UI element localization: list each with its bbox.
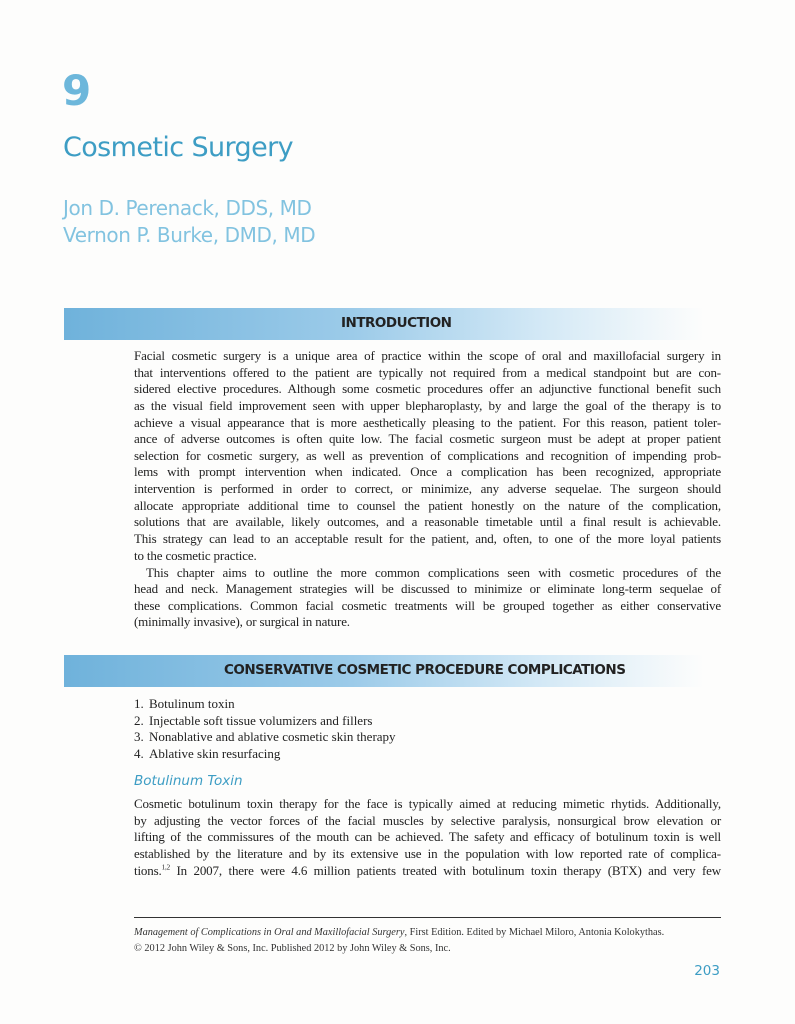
paragraph-line: lifting of the commissures of the mouth can be achieved. The safety and efficacy of botulinum toxin is well xyxy=(134,829,721,845)
subheading-botulinum-toxin: Botulinum Toxin xyxy=(134,773,243,789)
author: Jon D. Perenack, DDS, MD xyxy=(63,196,312,220)
author: Vernon P. Burke, DMD, MD xyxy=(63,223,316,247)
footer-divider xyxy=(134,917,721,918)
paragraph-line: head and neck. Management strategies will be discussed to minimize or eliminate long-term sequelae of xyxy=(134,581,721,597)
paragraph-line: by adjusting the vector forces of the facial muscles by selective paralysis, nonsurgical brow elevation or xyxy=(134,812,721,828)
chapter-title: Cosmetic Surgery xyxy=(63,132,293,163)
paragraph-line: intervention is performed in order to correct, or minimize, any adverse sequelae. The surgeon should xyxy=(134,481,721,497)
chapter-authors xyxy=(63,195,315,249)
page-number: 203 xyxy=(694,963,720,979)
paragraph-line: ance of adverse outcomes is often quite low. The facial cosmetic surgeon must be adept at proper patient xyxy=(134,431,721,447)
paragraph-line: Cosmetic botulinum toxin therapy for the face is typically aimed at reducing mimetic rhytids. Additionally, xyxy=(134,796,721,811)
paragraph-line: established by the literature and by its extensive use in the population with low reported rate of complica- xyxy=(134,845,721,861)
paragraph-line: sidered elective procedures. Although some cosmetic procedures offer an adjunctive functional benefit such xyxy=(134,381,721,397)
book-title: Management of Complications in Oral and Maxillofacial Surgery xyxy=(134,927,405,938)
botulinum-paragraph xyxy=(134,796,721,879)
footer-citation: Management of Complications in Oral and Maxillofacial Surgery, First Edition. Edited by Michael Miloro, Antonia Kolokythas. © 2012 John Wiley & Sons, Inc. Published 2012 by John Wiley & Sons, Inc. xyxy=(134,925,664,957)
paragraph-line: Facial cosmetic surgery is a unique area of practice within the scope of oral and maxillofacial surgery in xyxy=(134,348,721,363)
section-heading-conservative: CONSERVATIVE COSMETIC PROCEDURE COMPLICATIONS xyxy=(224,662,626,678)
paragraph-line: (minimally invasive), or surgical in nature. xyxy=(134,614,350,630)
section-heading-bar xyxy=(64,655,704,687)
paragraph-line: solutions that are available, likely outcomes, and a reasonable timetable until a final result is achievable. xyxy=(134,514,721,530)
list-item: 4. Ablative skin resurfacing xyxy=(134,746,281,762)
paragraph-line: that interventions offered to the patient are typically not required from a medical standpoint but are con- xyxy=(134,364,721,380)
intro-paragraph-1 xyxy=(134,348,721,564)
procedure-list xyxy=(134,696,396,763)
paragraph-line: This chapter aims to outline the more common complications seen with cosmetic procedures of the xyxy=(146,564,721,580)
section-heading-bar xyxy=(64,308,704,340)
chapter-number: 9 xyxy=(62,66,92,115)
paragraph-line: allocate appropriate additional time to counsel the patient honestly on the nature of the complication, xyxy=(134,497,721,513)
paragraph-line: This strategy can lead to an acceptable result for the patient, and, often, to one of the more loyal patients xyxy=(134,531,721,547)
paragraph-line: lems with prompt intervention when indicated. Once a complication has been recognized, appropriate xyxy=(134,464,721,480)
paragraph-line: these complications. Common facial cosmetic treatments will be grouped together as either conservative xyxy=(134,597,721,613)
paragraph-line: to the cosmetic practice. xyxy=(134,547,257,563)
paragraph-line: achieve a visual appearance that is more aesthetically pleasing to the patient. For this reason, patient toler- xyxy=(134,414,721,430)
copyright: © 2012 John Wiley & Sons, Inc. Published 2012 by John Wiley & Sons, Inc. xyxy=(134,943,451,954)
list-item: 3. Nonablative and ablative cosmetic skin therapy xyxy=(134,729,396,745)
list-item: 1. Botulinum toxin xyxy=(134,696,235,711)
paragraph-line: tions.$^{1,2}$ In 2007, there were 4.6 million patients treated with botulinum toxin therapy (BTX) and very few xyxy=(134,862,721,878)
intro-paragraph-2 xyxy=(134,565,721,632)
paragraph-line: selection for cosmetic surgery, as well as prevention of complications and recognition of impending prob- xyxy=(134,447,721,463)
paragraph-line: as the visual field improvement seen with upper blepharoplasty, by and large the goal of the therapy is to xyxy=(134,397,721,413)
list-item: 2. Injectable soft tissue volumizers and fillers xyxy=(134,712,373,728)
section-heading-introduction: INTRODUCTION xyxy=(341,315,452,331)
